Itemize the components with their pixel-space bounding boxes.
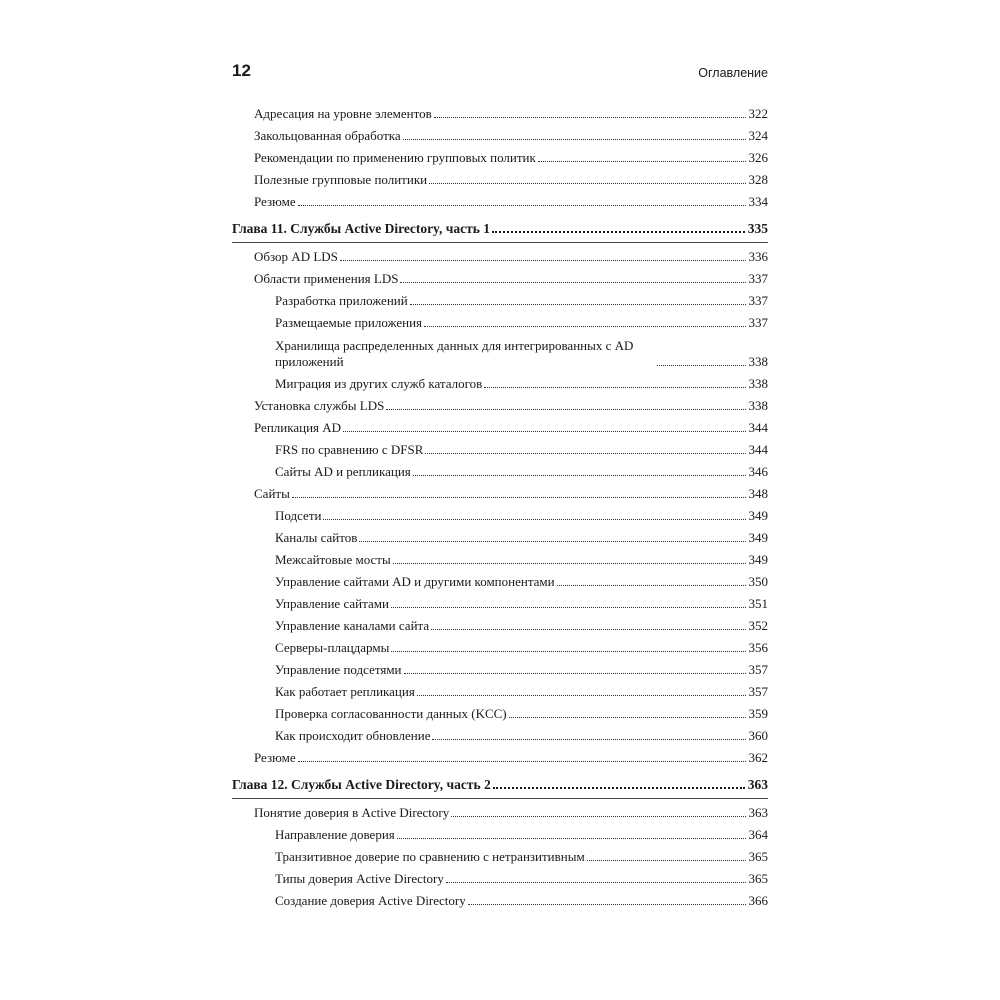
dot-leader bbox=[557, 585, 746, 586]
toc-entry bbox=[232, 398, 768, 414]
toc-entry-title: Резюме bbox=[254, 750, 296, 765]
toc-entry-page: 362 bbox=[748, 750, 768, 765]
toc-entry-title: Сайты AD и репликация bbox=[275, 464, 411, 479]
toc-entry bbox=[232, 805, 768, 821]
toc-entry-page: 359 bbox=[748, 706, 768, 721]
toc-entry bbox=[232, 315, 768, 331]
toc-chapter-11 bbox=[232, 221, 768, 237]
dot-leader bbox=[397, 838, 746, 839]
toc-entry bbox=[232, 376, 768, 392]
page-number: 12 bbox=[232, 61, 251, 80]
toc-entry-page: 334 bbox=[748, 194, 768, 209]
toc-entry-title: Рекомендации по применению групповых политик bbox=[254, 150, 536, 165]
toc-entry bbox=[232, 849, 768, 865]
toc-entry bbox=[232, 728, 768, 744]
toc-entry bbox=[232, 128, 768, 144]
dot-leader bbox=[657, 365, 746, 366]
dot-leader bbox=[587, 860, 746, 861]
dot-leader bbox=[432, 739, 745, 740]
toc-entry-page: 338 bbox=[748, 398, 768, 413]
dot-leader bbox=[492, 231, 745, 233]
toc-entry-page: 344 bbox=[748, 442, 768, 457]
toc-entry bbox=[232, 552, 768, 568]
toc-entry bbox=[232, 106, 768, 122]
toc-entry-page: 337 bbox=[748, 293, 768, 308]
chapter-rule bbox=[232, 242, 768, 243]
dot-leader bbox=[509, 717, 746, 718]
toc-entry-title: Закольцованная обработка bbox=[254, 128, 401, 143]
toc-entry bbox=[232, 150, 768, 166]
toc-entry bbox=[232, 596, 768, 612]
toc-entry bbox=[232, 640, 768, 656]
toc-entry bbox=[232, 486, 768, 502]
toc-entry bbox=[232, 871, 768, 887]
dot-leader bbox=[340, 260, 746, 261]
dot-leader bbox=[292, 497, 746, 498]
dot-leader bbox=[410, 304, 746, 305]
toc-entry bbox=[232, 249, 768, 265]
toc-entry-page: 322 bbox=[748, 106, 768, 121]
toc-entry bbox=[232, 618, 768, 634]
toc-entry bbox=[232, 271, 768, 287]
toc-entry-title: Области применения LDS bbox=[254, 271, 399, 286]
toc-entry bbox=[232, 442, 768, 458]
toc-entry-page: 356 bbox=[748, 640, 768, 655]
toc-entry bbox=[232, 508, 768, 524]
toc-entry-page: 349 bbox=[748, 552, 768, 567]
toc-entry bbox=[232, 574, 768, 590]
toc-entry-title: Размещаемые приложения bbox=[275, 315, 423, 330]
toc-entry bbox=[232, 464, 768, 480]
toc-entry-page: 337 bbox=[748, 315, 768, 330]
chapter-rule bbox=[232, 798, 768, 799]
dot-leader bbox=[404, 673, 746, 674]
toc-entry-page: 336 bbox=[748, 249, 768, 264]
toc-entry bbox=[232, 420, 768, 436]
dot-leader bbox=[484, 387, 745, 388]
dot-leader bbox=[298, 761, 746, 762]
toc-entry-page: 348 bbox=[748, 486, 768, 501]
toc-entry-title: Проверка согласованности данных (KCC) bbox=[275, 706, 507, 721]
toc-entry-page: 346 bbox=[748, 464, 768, 479]
toc-entry bbox=[232, 337, 768, 370]
toc-entry-page: 357 bbox=[748, 684, 768, 699]
toc-chapter-12 bbox=[232, 777, 768, 793]
toc-entry-page: 324 bbox=[748, 128, 768, 143]
dot-leader bbox=[538, 161, 746, 162]
dot-leader bbox=[424, 326, 745, 327]
dot-leader bbox=[343, 431, 745, 432]
toc-entry-title: Управление каналами сайта bbox=[275, 618, 430, 633]
toc-entry-title: Репликация AD bbox=[254, 420, 342, 435]
dot-leader bbox=[446, 882, 746, 883]
dot-leader bbox=[393, 563, 746, 564]
chapter-title: Глава 12. Службы Active Directory, часть 2 bbox=[232, 777, 491, 792]
toc-entry-title: Направление доверия bbox=[275, 827, 395, 842]
toc-entry-title: Управление подсетями bbox=[275, 662, 402, 677]
chapter-page: 335 bbox=[747, 221, 768, 236]
toc-entry-page: 344 bbox=[748, 420, 768, 435]
toc-entry-title: Серверы-плацдармы bbox=[275, 640, 390, 655]
dot-leader bbox=[434, 117, 746, 118]
dot-leader bbox=[391, 651, 745, 652]
chapter-page: 363 bbox=[747, 777, 768, 792]
toc-entry bbox=[232, 750, 768, 766]
dot-leader bbox=[429, 183, 745, 184]
toc-entry-title: Установка службы LDS bbox=[254, 398, 385, 413]
toc-entry-page: 357 bbox=[748, 662, 768, 677]
toc-entry-page: 338 bbox=[748, 354, 768, 369]
dot-leader bbox=[403, 139, 746, 140]
toc-entry-page: 365 bbox=[748, 849, 768, 864]
toc-entry-title: Сайты bbox=[254, 486, 290, 501]
toc-entry-page: 350 bbox=[748, 574, 768, 589]
toc-entry-title: Резюме bbox=[254, 194, 296, 209]
dot-leader bbox=[451, 816, 745, 817]
toc-entry-title: Как происходит обновление bbox=[275, 728, 431, 743]
toc-entry-title: Обзор AD LDS bbox=[254, 249, 338, 264]
dot-leader bbox=[468, 904, 746, 905]
toc-entry-title: Межсайтовые мосты bbox=[275, 552, 391, 567]
toc-entry-page: 364 bbox=[748, 827, 768, 842]
toc-entry-title: Транзитивное доверие по сравнению с нетранзитивным bbox=[275, 849, 585, 864]
toc-entry-page: 338 bbox=[748, 376, 768, 391]
dot-leader bbox=[359, 541, 745, 542]
dot-leader bbox=[425, 453, 745, 454]
toc-entry bbox=[232, 893, 768, 909]
dot-leader bbox=[431, 629, 745, 630]
toc-entry bbox=[232, 293, 768, 309]
toc-entry-title: Типы доверия Active Directory bbox=[275, 871, 444, 886]
toc-entry bbox=[232, 706, 768, 722]
toc-entry-title: Подсети bbox=[275, 508, 322, 523]
toc-entry-page: 363 bbox=[748, 805, 768, 820]
toc-entry-title: Каналы сайтов bbox=[275, 530, 358, 545]
toc-entry bbox=[232, 172, 768, 188]
toc-entry bbox=[232, 684, 768, 700]
toc-entry-title: Управление сайтами AD и другими компонентами bbox=[275, 574, 555, 589]
chapter-title: Глава 11. Службы Active Directory, часть 1 bbox=[232, 221, 491, 236]
toc-entry bbox=[232, 827, 768, 843]
dot-leader bbox=[413, 475, 746, 476]
toc-entry-title: Хранилища распределенных данных для интегрированных с AD приложений bbox=[275, 338, 634, 369]
running-head: Оглавление bbox=[698, 66, 768, 80]
toc-entry-title: Адресация на уровне элементов bbox=[254, 106, 432, 121]
toc-entry-page: 328 bbox=[748, 172, 768, 187]
dot-leader bbox=[417, 695, 746, 696]
toc-entry bbox=[232, 530, 768, 546]
toc-entry-page: 365 bbox=[748, 871, 768, 886]
toc-entry bbox=[232, 662, 768, 678]
dot-leader bbox=[400, 282, 745, 283]
toc-entry-title: Управление сайтами bbox=[275, 596, 389, 611]
toc-entry-title: FRS по сравнению с DFSR bbox=[275, 442, 424, 457]
toc-entry-page: 337 bbox=[748, 271, 768, 286]
toc-entry-title: Как работает репликация bbox=[275, 684, 415, 699]
toc-entry-page: 352 bbox=[748, 618, 768, 633]
toc-entry-page: 349 bbox=[748, 530, 768, 545]
toc-entry-page: 351 bbox=[748, 596, 768, 611]
toc-entry-page: 326 bbox=[748, 150, 768, 165]
toc-entry-title: Полезные групповые политики bbox=[254, 172, 428, 187]
dot-leader bbox=[493, 787, 745, 789]
toc-entry-title: Разработка приложений bbox=[275, 293, 408, 308]
table-of-contents bbox=[232, 106, 768, 915]
dot-leader bbox=[323, 519, 745, 520]
toc-entry-page: 349 bbox=[748, 508, 768, 523]
toc-entry bbox=[232, 194, 768, 210]
dot-leader bbox=[386, 409, 745, 410]
toc-entry-title: Миграция из других служб каталогов bbox=[275, 376, 483, 391]
toc-entry-title: Понятие доверия в Active Directory bbox=[254, 805, 450, 820]
dot-leader bbox=[391, 607, 746, 608]
toc-entry-page: 366 bbox=[748, 893, 768, 908]
dot-leader bbox=[298, 205, 746, 206]
toc-entry-page: 360 bbox=[748, 728, 768, 743]
toc-entry-title: Создание доверия Active Directory bbox=[275, 893, 466, 908]
